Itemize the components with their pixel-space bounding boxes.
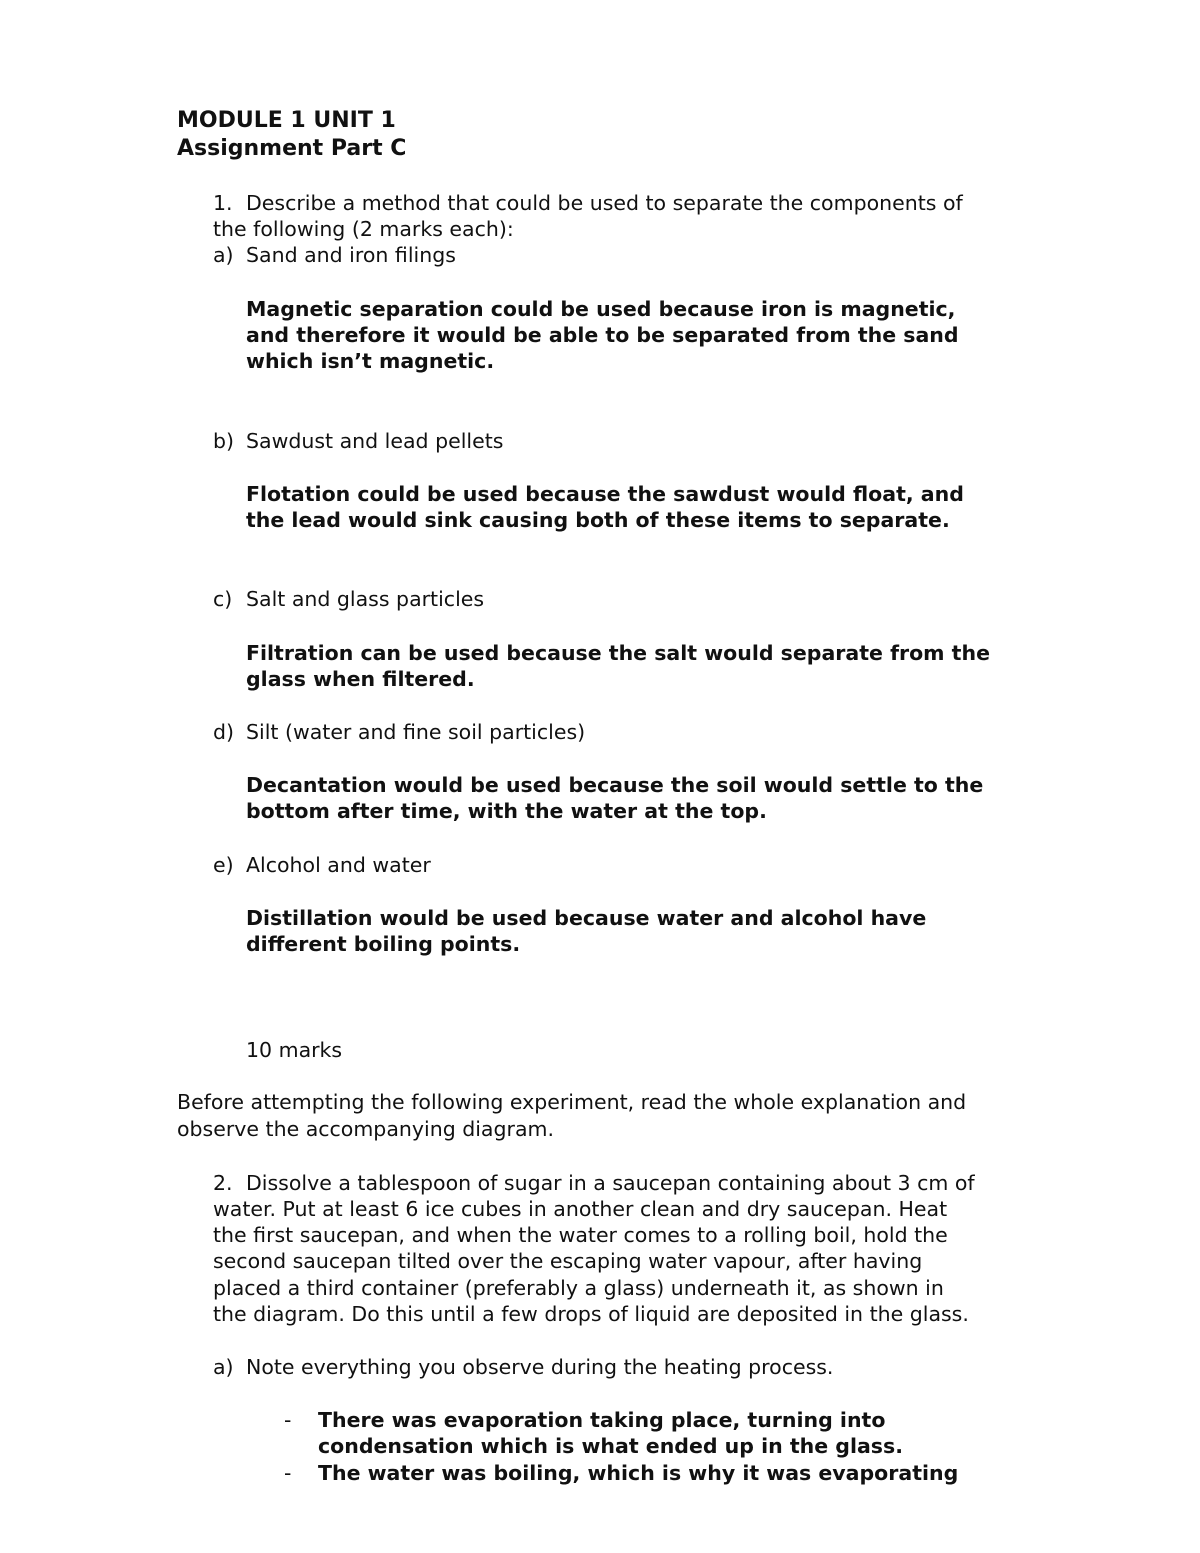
q2-number: 2. [213,1171,233,1195]
bullet-dash-1: - [284,1408,292,1432]
q1a-answer-line3: which isn’t magnetic. [246,349,495,373]
q1b-answer-line1: Flotation could be used because the sawdust would float, and [246,482,964,506]
q1a-answer-line2: and therefore it would be able to be separated from the sand [246,323,959,347]
bullet-dash-2: - [284,1461,292,1485]
q2-line1: Dissolve a tablespoon of sugar in a saucepan containing about 3 cm of [246,1171,975,1195]
q1c-answer-line1: Filtration can be used because the salt would separate from the [246,641,990,665]
q2-line6: the diagram. Do this until a few drops of liquid are deposited in the glass. [213,1302,969,1326]
q1d-answer-line2: bottom after time, with the water at the top. [246,799,767,823]
q1e-answer-line2: different boiling points. [246,932,521,956]
q1a-label: a) [213,243,234,267]
q1d-label: d) [213,720,235,744]
q1a-text: Sand and iron filings [246,243,456,267]
q1c-text: Salt and glass particles [246,587,485,611]
q2-line5: placed a third container (preferably a glass) underneath it, as shown in [213,1276,944,1300]
q1c-answer-line2: glass when filtered. [246,667,475,691]
q1-marks: 10 marks [246,1038,343,1062]
q2-line2: water. Put at least 6 ice cubes in another clean and dry saucepan. Heat [213,1197,948,1221]
q1c-label: c) [213,587,233,611]
q1a-answer-line1: Magnetic separation could be used because iron is magnetic, [246,297,956,321]
q2a-text: Note everything you observe during the heating process. [246,1355,834,1379]
q1d-text: Silt (water and fine soil particles) [246,720,586,744]
q1d-answer-line1: Decantation would be used because the soil would settle to the [246,773,984,797]
q1b-label: b) [213,429,235,453]
bullet-1-line2: condensation which is what ended up in the glass. [318,1434,904,1458]
q1e-label: e) [213,853,234,877]
q2-line3: the first saucepan, and when the water comes to a rolling boil, hold the [213,1223,948,1247]
intro-line2: observe the accompanying diagram. [177,1117,554,1141]
q2-line4: second saucepan tilted over the escaping water vapour, after having [213,1249,923,1273]
q1-prompt-line1: Describe a method that could be used to separate the components of [246,191,963,215]
intro-line1: Before attempting the following experiment, read the whole explanation and [177,1090,967,1114]
assignment-title: Assignment Part C [177,136,407,161]
q1b-text: Sawdust and lead pellets [246,429,504,453]
q1b-answer-line2: the lead would sink causing both of these items to separate. [246,508,950,532]
bullet-1-line1: There was evaporation taking place, turning into [318,1408,886,1432]
module-title: MODULE 1 UNIT 1 [177,108,396,133]
q1-prompt-line2: the following (2 marks each): [213,217,514,241]
q1e-answer-line1: Distillation would be used because water and alcohol have [246,906,927,930]
q1e-text: Alcohol and water [246,853,431,877]
q2a-label: a) [213,1355,234,1379]
q1-number: 1. [213,191,233,215]
bullet-2-line1: The water was boiling, which is why it was evaporating [318,1461,959,1485]
